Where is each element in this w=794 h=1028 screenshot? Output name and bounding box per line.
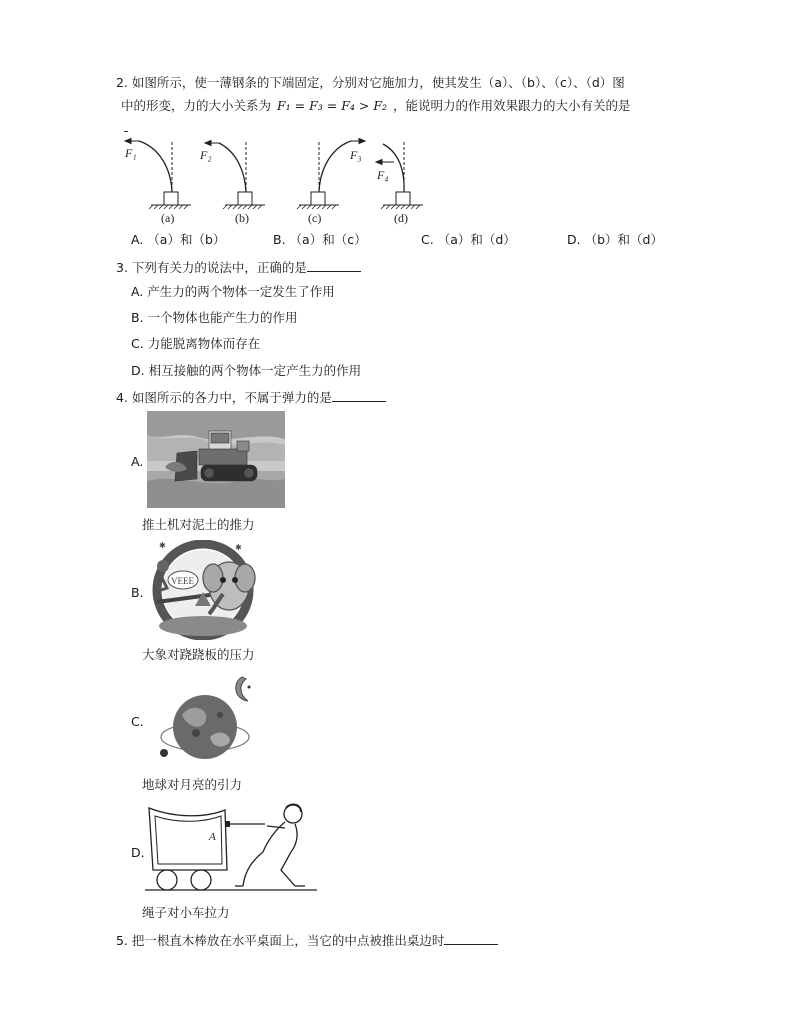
- svg-text:✱: ✱: [159, 541, 166, 550]
- q4-option-d-caption: 绳子对小车拉力: [142, 905, 230, 920]
- q4-option-a-caption: 推土机对泥土的推力: [142, 517, 255, 532]
- q2-option-b-key: B.: [273, 232, 286, 247]
- q3-option-b[interactable]: [131, 309, 298, 327]
- q2-force-label-f2: F₂: [200, 148, 212, 162]
- q2-answer-mark: [124, 131, 128, 132]
- q2-a-bent-strip: [139, 141, 172, 192]
- q3-answer-blank[interactable]: [307, 259, 361, 272]
- q3-option-c-text: 力能脱离物体而存在: [147, 336, 261, 351]
- q2-force-label-f3: F₃: [350, 148, 362, 162]
- q2-option-d-text: （b）和（d）: [584, 232, 663, 247]
- q2-option-d[interactable]: [567, 231, 663, 249]
- q2-d-base-block: [396, 192, 410, 205]
- q2-b-force-arrowhead: [205, 141, 211, 146]
- q3-option-d-text: 相互接触的两个物体一定产生力的作用: [148, 363, 362, 378]
- q2-option-c-text: （a）和（d）: [437, 232, 516, 247]
- q2-option-a-key: A.: [131, 232, 144, 247]
- q3-option-c-key: C.: [131, 336, 144, 351]
- q4-answer-blank[interactable]: [332, 389, 386, 402]
- q3-option-a-key: A.: [131, 284, 144, 299]
- q2-force-label-f4: F₄: [377, 168, 389, 182]
- q3-option-b-text: 一个物体也能产生力的作用: [147, 310, 298, 325]
- q4-stem: [116, 389, 386, 407]
- q3-option-a[interactable]: [131, 283, 335, 301]
- q2-option-a-text: （a）和（b）: [147, 232, 226, 247]
- svg-text:✱: ✱: [235, 543, 242, 552]
- q2-option-d-key: D.: [567, 232, 581, 247]
- q2-option-a[interactable]: [131, 231, 225, 249]
- q3-option-c[interactable]: [131, 335, 260, 353]
- q2-c-base-block: [311, 192, 325, 205]
- q4-option-c-caption: 地球对月亮的引力: [142, 777, 243, 792]
- q2-option-b[interactable]: [273, 231, 367, 249]
- cart-wheel-right: [191, 870, 211, 890]
- man-leg-front: [281, 852, 295, 886]
- q2-d-force-arrowhead: [376, 160, 382, 165]
- q4-option-a-key[interactable]: A.: [131, 454, 144, 469]
- q2-stem-line2-start: 中的形变，力的大小关系为: [121, 98, 272, 113]
- earth-moon-picture: [150, 667, 275, 772]
- elephant-seesaw-cartoon: [147, 540, 262, 640]
- q3-option-d-key: D.: [131, 363, 145, 378]
- q3-stem: [116, 259, 361, 277]
- q5-stem-text: 5. 把一根直木棒放在水平桌面上，当它的中点被推出桌边时: [116, 933, 445, 948]
- q4-option-b-caption: 大象对跷跷板的压力: [142, 647, 255, 662]
- q2-force-label-f1: F₁: [125, 146, 137, 160]
- q2-b-base-block: [238, 192, 252, 205]
- q2-c-force-arrowhead: [359, 139, 365, 144]
- q3-option-d[interactable]: [131, 362, 361, 380]
- q2-fig-label-b: (b): [235, 211, 249, 225]
- q2-stem-line1: 2. 如图所示，使一薄钢条的下端固定，分别对它施加力，使其发生（a）、（b）、（c）、（d）图: [116, 75, 625, 90]
- q3-option-a-text: 产生力的两个物体一定发生了作用: [147, 284, 335, 299]
- q4-option-d-point-label: A: [209, 831, 216, 843]
- q2-steel-strip-figure: [115, 134, 435, 228]
- q2-a-force-arrowhead: [125, 139, 131, 144]
- point-a-marker: [225, 821, 230, 827]
- q2-fig-label-d: (d): [394, 211, 408, 225]
- q4-option-b-sign-text: VEEE: [171, 576, 194, 586]
- q2-fig-label-c: (c): [308, 211, 322, 225]
- man-arm: [267, 826, 285, 828]
- q5-stem: [116, 932, 498, 950]
- q2-stem-line2: [121, 97, 631, 115]
- q3-stem-text: 3. 下列有关力的说法中，正确的是: [116, 260, 307, 275]
- q2-option-c[interactable]: [421, 231, 516, 249]
- q2-option-c-key: C.: [421, 232, 434, 247]
- q4-option-d-key[interactable]: D.: [131, 845, 145, 860]
- q2-a-base-block: [164, 192, 178, 205]
- man-leg-back: [243, 852, 263, 886]
- q2-force-relation: F₁ = F₃ = F₄ > F₂: [277, 98, 387, 113]
- q3-option-b-key: B.: [131, 310, 144, 325]
- q2-option-b-text: （a）和（c）: [289, 232, 367, 247]
- q2-fig-label-a: (a): [161, 211, 175, 225]
- man-pulling-cart-drawing: [145, 800, 317, 896]
- q4-option-b-key[interactable]: B.: [131, 585, 144, 600]
- q2-c-bent-strip: [319, 141, 351, 192]
- q2-stem-line2-end: ，能说明力的作用效果跟力的大小有关的是: [392, 98, 631, 113]
- bulldozer-photo: [147, 411, 285, 508]
- q2-b-bent-strip: [219, 143, 246, 192]
- q5-answer-blank[interactable]: [444, 932, 498, 945]
- q4-stem-text: 4. 如图所示的各力中，不属于弹力的是: [116, 390, 332, 405]
- q4-option-c-key[interactable]: C.: [131, 714, 144, 729]
- cart-wheel-left: [157, 870, 177, 890]
